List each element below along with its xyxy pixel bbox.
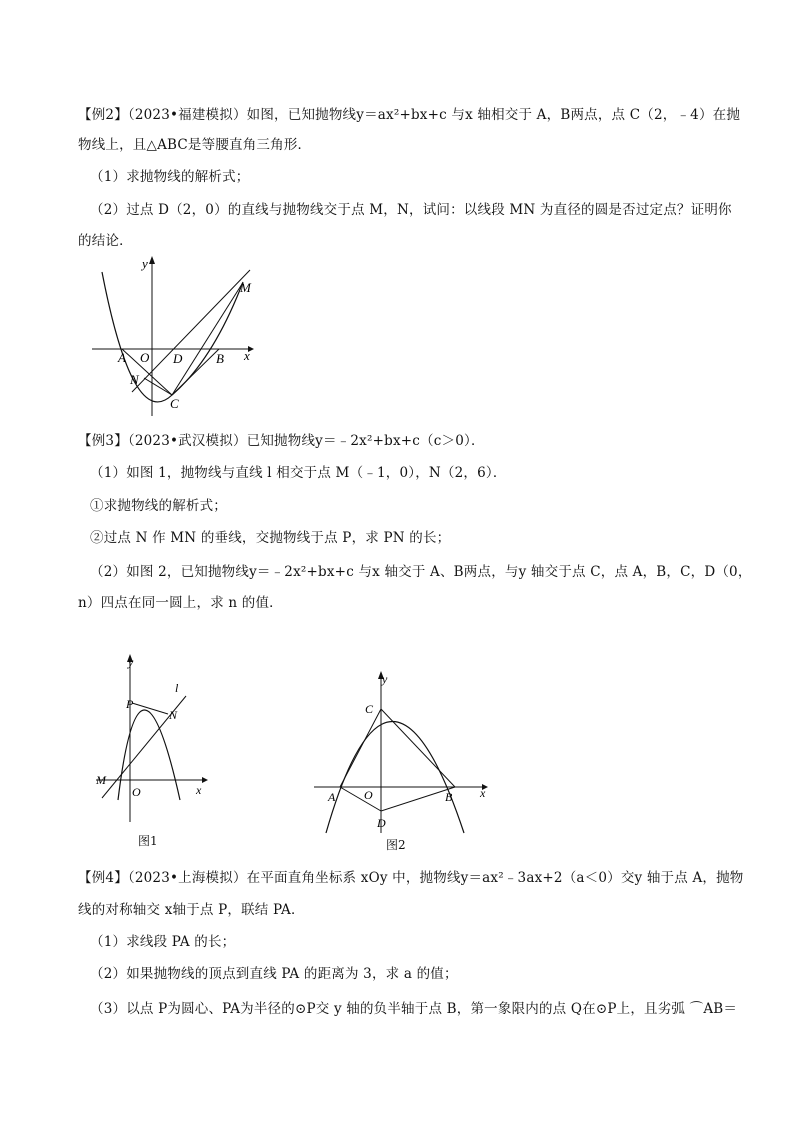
label-y: y	[128, 655, 134, 669]
label-n: N	[169, 708, 178, 722]
example-3-question-1: （1）如图 1，抛物线与直线 l 相交于点 M（﹣1，0），N（2，6）．	[90, 465, 507, 481]
figure-1-caption: 图1	[138, 834, 158, 848]
example-3-figure-1	[92, 650, 212, 826]
example-3-question-1b: ②过点 N 作 MN 的垂线，交抛物线于点 P，求 PN 的长；	[90, 530, 451, 546]
label-c: C	[170, 396, 179, 411]
example-3-question-1a: ①求抛物线的解析式；	[90, 498, 227, 514]
label-y: y	[382, 672, 388, 686]
label-m: M	[96, 773, 106, 787]
label-p: P	[126, 697, 134, 711]
example-4-question-3: （3）以点 P为圆心、PA为半径的⊙P交 y 轴的负半轴于点 B，第一象限内的点 Q在⊙P上，且劣弧 ⌒AB＝	[90, 1001, 738, 1017]
label-b: B	[216, 351, 224, 366]
example-4-line-2: 线的对称轴交 x轴于点 P，联结 PA．	[78, 902, 305, 918]
label-n: N	[130, 372, 139, 387]
segment-cb	[381, 709, 455, 787]
example-2-figure	[88, 252, 268, 422]
label-y: y	[142, 256, 148, 271]
x-axis-arrow	[202, 777, 208, 783]
label-l: l	[175, 681, 179, 695]
parabola	[326, 722, 464, 834]
label-a: A	[118, 350, 126, 365]
example-3-figure-2	[310, 665, 500, 837]
label-x: x	[480, 786, 486, 800]
example-4-line-1: 【例4】（2023•上海模拟）在平面直角坐标系 xOy 中，抛物线y＝ax²﹣3ax+2（a＜0）交y 轴于点 A，抛物	[78, 870, 744, 886]
segment-ac	[340, 709, 381, 787]
example-2-line-1: 【例2】（2023•福建模拟）如图，已知抛物线y＝ax²+bx+c 与x 轴相交于 A，B两点，点 C（2，﹣4）在抛	[78, 107, 741, 123]
label-d: D	[173, 351, 183, 366]
y-axis-arrow	[149, 256, 155, 264]
label-x: x	[244, 348, 250, 363]
example-2-question-2b: 的结论．	[78, 233, 133, 249]
label-m: M	[240, 280, 251, 295]
example-4-question-1: （1）求线段 PA 的长；	[90, 934, 236, 950]
label-o: O	[132, 785, 141, 799]
example-2-question-1: （1）求抛物线的解析式；	[90, 169, 250, 185]
parabola	[118, 710, 180, 800]
label-a: A	[328, 790, 336, 804]
label-o: O	[364, 788, 373, 802]
label-o: O	[140, 350, 150, 365]
example-2-line-2: 物线上，且△ABC是等腰直角三角形．	[78, 137, 312, 153]
example-3-question-2b: n）四点在同一圆上，求 n 的值．	[78, 595, 283, 611]
segment-da	[340, 787, 381, 811]
example-3-line-1: 【例3】（2023•武汉模拟）已知抛物线y＝﹣2x²+bx+c（c＞0）．	[78, 433, 485, 449]
label-x: x	[196, 783, 202, 797]
line-mn	[132, 270, 250, 392]
segment-bd	[381, 787, 455, 811]
example-3-question-2a: （2）如图 2，已知抛物线y＝﹣2x²+bx+c 与x 轴交于 A、B两点，与y 轴交于点 C，点 A，B，C，D（0，	[90, 564, 752, 580]
label-d: D	[377, 816, 386, 830]
label-b: B	[445, 790, 453, 804]
parabola	[102, 272, 243, 402]
example-2-question-2a: （2）过点 D（2，0）的直线与抛物线交于点 M，N，试问：以线段 MN 为直径的圆是否过定点？证明你	[90, 202, 732, 218]
example-4-question-2: （2）如果抛物线的顶点到直线 PA 的距离为 3，求 a 的值；	[90, 966, 458, 982]
label-c: C	[365, 702, 374, 716]
figure-2-caption: 图2	[386, 838, 406, 852]
segment-nc	[144, 378, 172, 395]
